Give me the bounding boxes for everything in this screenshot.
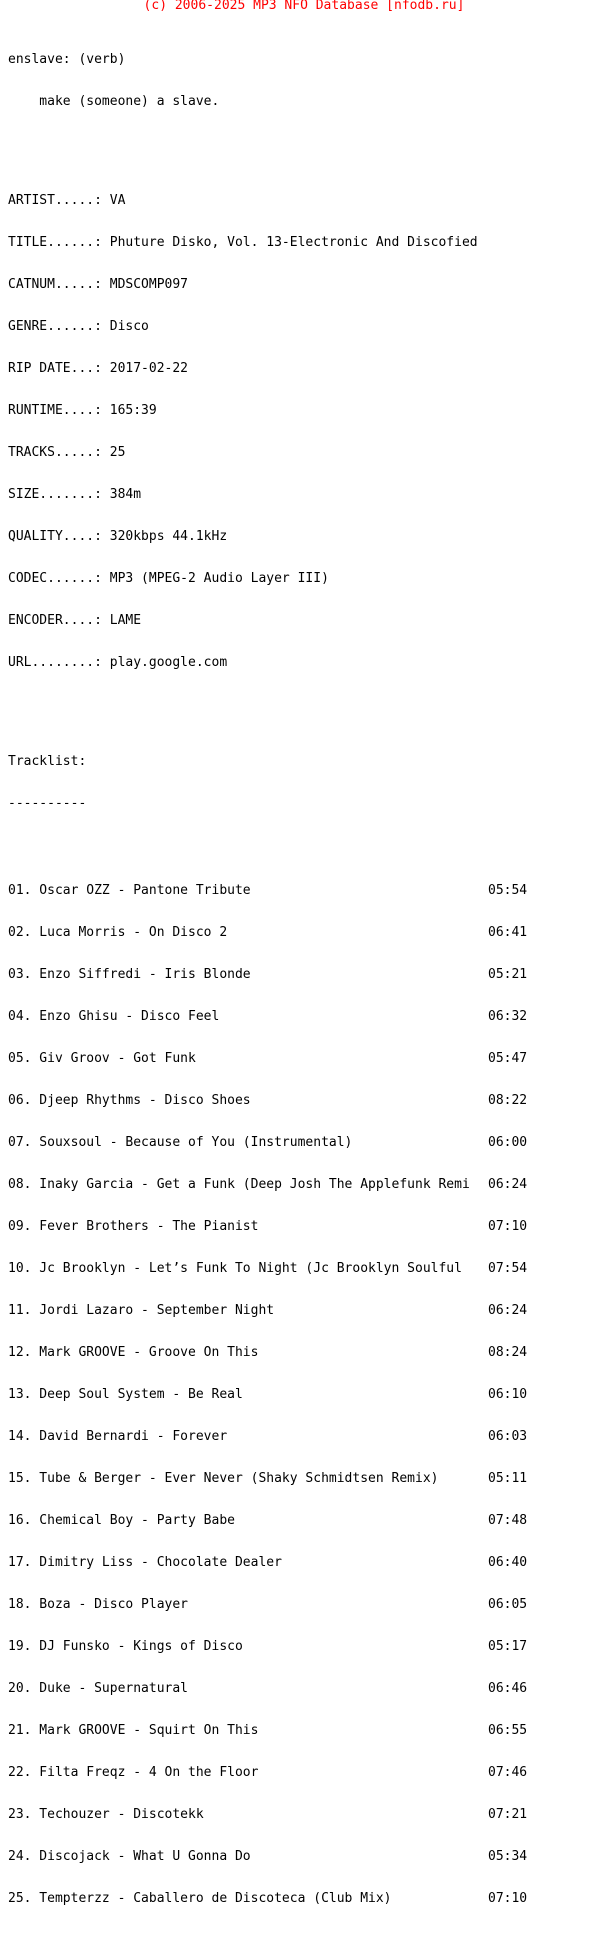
- track-duration: 07:54: [488, 1261, 528, 1276]
- track-duration: 06:24: [488, 1303, 528, 1318]
- track-title: 17. Dimitry Liss - Chocolate Dealer: [8, 1555, 282, 1570]
- info-rip-date: RIP DATE...: 2017-02-22: [8, 361, 189, 376]
- track-title: 18. Boza - Disco Player: [8, 1597, 189, 1612]
- tracklist-heading: Tracklist:: [8, 754, 87, 769]
- info-title: TITLE......: Phuture Disko, Vol. 13-Electronic And Discofied: [8, 235, 478, 250]
- track-duration: 08:24: [488, 1345, 528, 1360]
- track-row: [8, 1851, 600, 1863]
- blank-line: [8, 699, 600, 711]
- track-duration: 07:10: [488, 1891, 528, 1906]
- track-title: 14. David Bernardi - Forever: [8, 1429, 228, 1444]
- track-row: [8, 1179, 600, 1191]
- track-row: [8, 1347, 600, 1359]
- blank-line: [8, 138, 600, 150]
- track-row: [8, 1515, 600, 1527]
- track-title: 25. Tempterzz - Caballero de Discoteca (Club Mix): [8, 1891, 392, 1906]
- track-title: 01. Oscar OZZ - Pantone Tribute: [8, 883, 251, 898]
- track-duration: 07:46: [488, 1765, 528, 1780]
- track-duration: 08:22: [488, 1093, 528, 1108]
- track-duration: 06:05: [488, 1597, 528, 1612]
- track-row: [8, 1137, 600, 1149]
- track-title: 08. Inaky Garcia - Get a Funk (Deep Josh The Applefunk Remi: [8, 1177, 470, 1192]
- track-duration: 06:41: [488, 925, 528, 940]
- track-row: [8, 1221, 600, 1233]
- track-row: [8, 1011, 600, 1023]
- info-artist: ARTIST.....: VA: [8, 193, 126, 208]
- track-duration: 06:40: [488, 1555, 528, 1570]
- track-title: 24. Discojack - What U Gonna Do: [8, 1849, 251, 1864]
- definition-meaning: make (someone) a slave.: [8, 94, 220, 109]
- track-title: 03. Enzo Siffredi - Iris Blonde: [8, 967, 251, 982]
- track-title: 10. Jc Brooklyn - Let’s Funk To Night (Jc Brooklyn Soulful: [8, 1261, 462, 1276]
- track-duration: 06:32: [488, 1009, 528, 1024]
- track-title: 19. DJ Funsko - Kings of Disco: [8, 1639, 243, 1654]
- info-size: SIZE.......: 384m: [8, 487, 142, 502]
- track-row: [8, 1599, 600, 1611]
- nfo-text: [8, 24, 600, 1950]
- track-row: [8, 1893, 600, 1905]
- copyright-banner: (c) 2006-2025 MP3 NFO Database [nfodb.ru]: [143, 0, 465, 13]
- tracklist-underline: ----------: [8, 796, 87, 811]
- track-title: 20. Duke - Supernatural: [8, 1681, 189, 1696]
- track-title: 05. Giv Groov - Got Funk: [8, 1051, 196, 1066]
- track-duration: 05:11: [488, 1471, 528, 1486]
- info-quality: QUALITY....: 320kbps 44.1kHz: [8, 529, 228, 544]
- info-encoder: ENCODER....: LAME: [8, 613, 142, 628]
- track-row: [8, 1683, 600, 1695]
- track-row: [8, 1767, 600, 1779]
- track-duration: 05:54: [488, 883, 528, 898]
- track-duration: 06:55: [488, 1723, 528, 1738]
- track-duration: 07:10: [488, 1219, 528, 1234]
- track-row: [8, 1431, 600, 1443]
- track-duration: 07:48: [488, 1513, 528, 1528]
- tracklist: [8, 855, 600, 1935]
- track-title: 07. Souxsoul - Because of You (Instrumental): [8, 1135, 353, 1150]
- track-title: 04. Enzo Ghisu - Disco Feel: [8, 1009, 220, 1024]
- track-title: 12. Mark GROOVE - Groove On This: [8, 1345, 259, 1360]
- track-duration: 06:10: [488, 1387, 528, 1402]
- track-duration: 06:24: [488, 1177, 528, 1192]
- track-row: [8, 1305, 600, 1317]
- track-row: [8, 1725, 600, 1737]
- track-title: 16. Chemical Boy - Party Babe: [8, 1513, 235, 1528]
- track-row: [8, 1557, 600, 1569]
- track-title: 21. Mark GROOVE - Squirt On This: [8, 1723, 259, 1738]
- track-duration: 06:46: [488, 1681, 528, 1696]
- track-row: [8, 885, 600, 897]
- track-duration: 06:03: [488, 1429, 528, 1444]
- track-row: [8, 1641, 600, 1653]
- info-catnum: CATNUM.....: MDSCOMP097: [8, 277, 189, 292]
- track-row: [8, 927, 600, 939]
- info-url: URL........: play.google.com: [8, 655, 228, 670]
- track-duration: 05:17: [488, 1639, 528, 1654]
- info-runtime: RUNTIME....: 165:39: [8, 403, 157, 418]
- info-codec: CODEC......: MP3 (MPEG-2 Audio Layer III): [8, 571, 329, 586]
- track-row: [8, 1053, 600, 1065]
- track-duration: 05:34: [488, 1849, 528, 1864]
- track-duration: 07:21: [488, 1807, 528, 1822]
- track-row: [8, 1473, 600, 1485]
- track-duration: 05:47: [488, 1051, 528, 1066]
- track-row: [8, 1095, 600, 1107]
- track-title: 22. Filta Freqz - 4 On the Floor: [8, 1765, 259, 1780]
- track-row: [8, 1389, 600, 1401]
- track-duration: 06:00: [488, 1135, 528, 1150]
- info-genre: GENRE......: Disco: [8, 319, 149, 334]
- track-title: 02. Luca Morris - On Disco 2: [8, 925, 228, 940]
- track-title: 23. Techouzer - Discotekk: [8, 1807, 204, 1822]
- track-title: 15. Tube & Berger - Ever Never (Shaky Schmidtsen Remix): [8, 1471, 439, 1486]
- track-title: 06. Djeep Rhythms - Disco Shoes: [8, 1093, 251, 1108]
- track-row: [8, 969, 600, 981]
- track-title: 09. Fever Brothers - The Pianist: [8, 1219, 259, 1234]
- track-row: [8, 1263, 600, 1275]
- track-duration: 05:21: [488, 967, 528, 982]
- definition-line: enslave: (verb): [8, 52, 126, 67]
- info-tracks: TRACKS.....: 25: [8, 445, 126, 460]
- track-row: [8, 1809, 600, 1821]
- track-title: 13. Deep Soul System - Be Real: [8, 1387, 243, 1402]
- track-title: 11. Jordi Lazaro - September Night: [8, 1303, 275, 1318]
